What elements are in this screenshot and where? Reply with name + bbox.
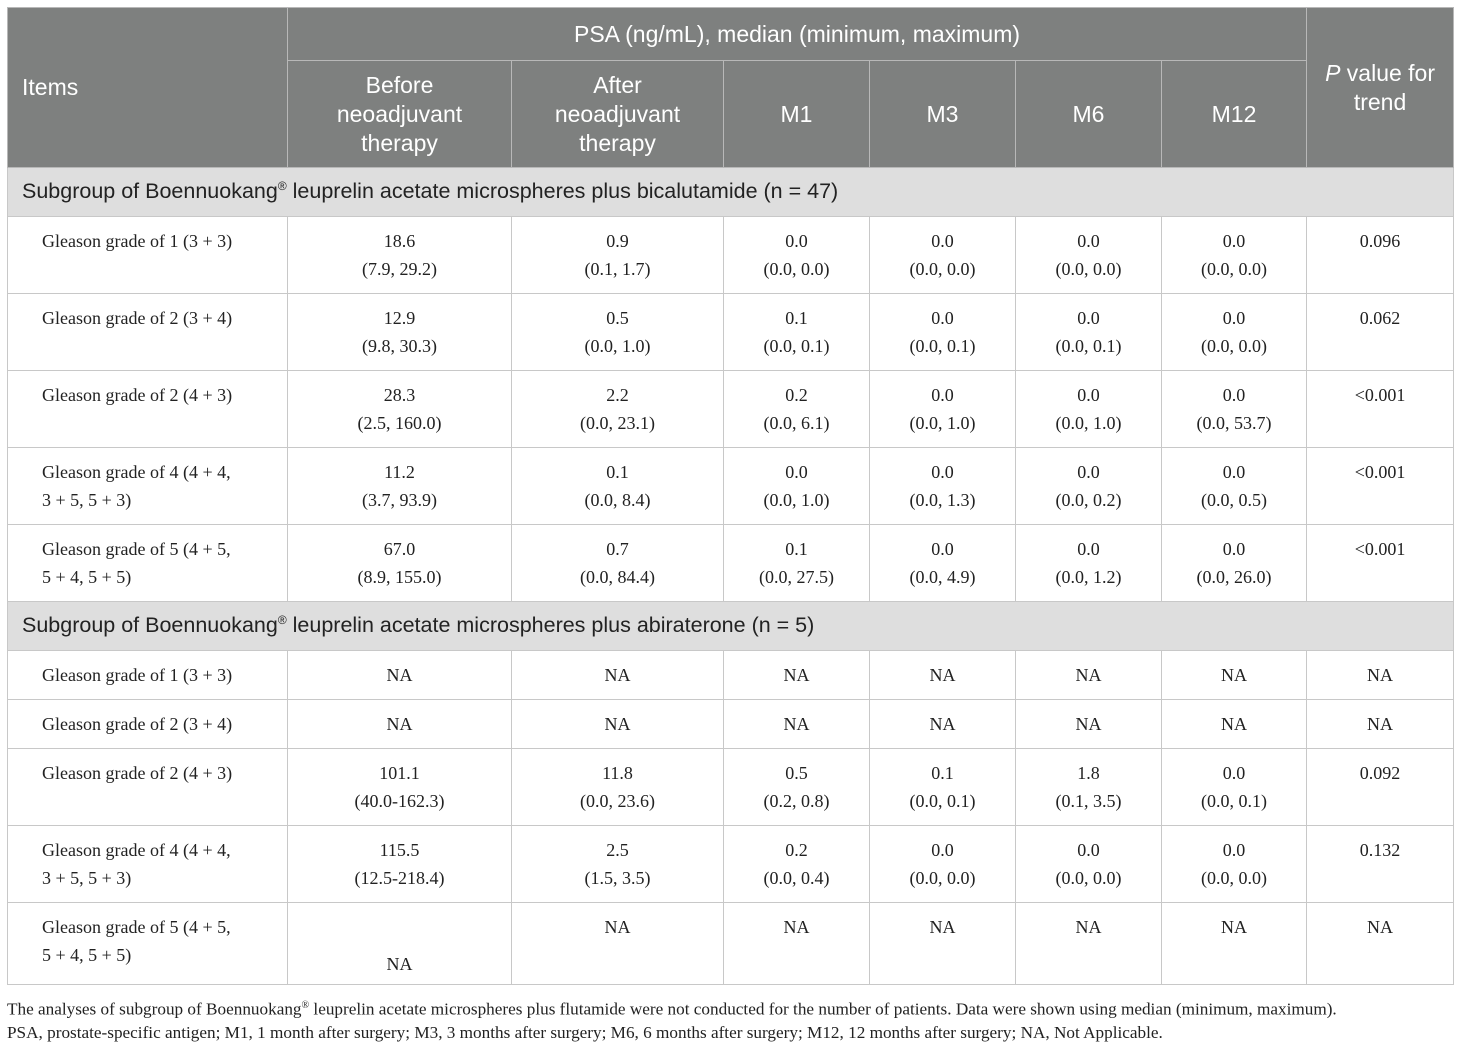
- cell-m6: [1016, 826, 1162, 903]
- median-value: NA: [783, 917, 810, 937]
- cell-p-value: 0.062: [1307, 294, 1454, 371]
- cell-m6: [1016, 448, 1162, 525]
- median-value: 0.0: [1077, 539, 1100, 559]
- median-value: 0.0: [931, 840, 954, 860]
- header-m6: M6: [1016, 61, 1162, 168]
- row-label: Gleason grade of 1 (3 + 3): [8, 651, 288, 700]
- table-row: [8, 525, 1454, 602]
- range-value: (0.0, 1.0): [763, 490, 830, 510]
- cell-p-value: NA: [1307, 700, 1454, 749]
- range-value: (0.0, 6.1): [763, 413, 830, 433]
- cell-m6: [1016, 525, 1162, 602]
- cell-m3: [870, 294, 1016, 371]
- range-value: (0.0, 0.0): [909, 259, 976, 279]
- cell-m12: [1162, 294, 1307, 371]
- cell-before-neoadjuvant: [288, 294, 512, 371]
- table-row: [8, 749, 1454, 826]
- median-value: NA: [604, 917, 631, 937]
- median-value: NA: [386, 954, 413, 974]
- cell-m3: [870, 700, 1016, 749]
- cell-p-value: 0.092: [1307, 749, 1454, 826]
- cell-m6: [1016, 217, 1162, 294]
- row-label: Gleason grade of 2 (3 + 4): [8, 700, 288, 749]
- table-row: [8, 826, 1454, 903]
- median-value: NA: [604, 714, 631, 734]
- median-value: 0.0: [931, 539, 954, 559]
- header-m1: M1: [724, 61, 870, 168]
- median-value: 0.0: [1222, 385, 1246, 405]
- median-value: 0.0: [1222, 462, 1246, 482]
- header-p-rest: value for trend: [1340, 59, 1436, 115]
- range-value: (0.0, 53.7): [1196, 413, 1272, 433]
- cell-m12: [1162, 903, 1307, 985]
- range-value: (0.0, 0.1): [763, 336, 830, 356]
- row-label: Gleason grade of 2 (4 + 3): [8, 371, 288, 448]
- row-label: Gleason grade of 5 (4 + 5, 5 + 4, 5 + 5): [8, 903, 288, 985]
- table-body: [8, 168, 1454, 985]
- range-value: (0.0, 1.0): [909, 413, 976, 433]
- table-header: [8, 8, 1454, 168]
- table-container: [7, 7, 1453, 1044]
- row-label: Gleason grade of 2 (3 + 4): [8, 294, 288, 371]
- range-value: (0.0, 0.0): [1055, 868, 1122, 888]
- cell-m12: [1162, 651, 1307, 700]
- header-m3: M3: [870, 61, 1016, 168]
- median-value: 2.5: [606, 840, 629, 860]
- header-p-value: [1307, 8, 1454, 168]
- range-value: (0.0, 1.0): [584, 336, 651, 356]
- table-row: [8, 651, 1454, 700]
- median-value: 28.3: [383, 385, 416, 405]
- range-value: (0.0, 1.0): [1055, 413, 1122, 433]
- median-value: 115.5: [379, 840, 420, 860]
- cell-after-neoadjuvant: [512, 294, 724, 371]
- cell-m3: [870, 525, 1016, 602]
- median-value: NA: [1075, 665, 1102, 685]
- median-value: 0.0: [1077, 840, 1100, 860]
- cell-m3: [870, 371, 1016, 448]
- range-value: (0.0, 4.9): [909, 567, 976, 587]
- median-value: 2.2: [606, 385, 629, 405]
- range-value: (0.0, 27.5): [759, 567, 834, 587]
- median-value: NA: [1221, 714, 1248, 734]
- cell-m1: [724, 700, 870, 749]
- median-value: NA: [783, 714, 810, 734]
- cell-m6: [1016, 749, 1162, 826]
- range-value: (0.0, 0.1): [1055, 336, 1122, 356]
- cell-m12: [1162, 826, 1307, 903]
- header-p-italic: P: [1325, 59, 1341, 86]
- cell-m6: [1016, 651, 1162, 700]
- cell-m3: [870, 217, 1016, 294]
- cell-m6: [1016, 371, 1162, 448]
- range-value: (0.0, 0.2): [1055, 490, 1122, 510]
- cell-m6: [1016, 903, 1162, 985]
- range-value: (7.9, 29.2): [362, 259, 437, 279]
- cell-m1: [724, 448, 870, 525]
- median-value: 0.0: [1222, 840, 1246, 860]
- subgroup-title: Subgroup of Boennuokang® leuprelin acetate microspheres plus bicalutamide (n = 47): [8, 168, 1454, 217]
- subgroup-title: Subgroup of Boennuokang® leuprelin acetate microspheres plus abiraterone (n = 5): [8, 602, 1454, 651]
- range-value: (0.0, 23.1): [580, 413, 655, 433]
- cell-m1: [724, 749, 870, 826]
- range-value: (0.0, 0.1): [909, 791, 976, 811]
- range-value: (8.9, 155.0): [357, 567, 442, 587]
- cell-m3: [870, 903, 1016, 985]
- cell-before-neoadjuvant: [288, 700, 512, 749]
- range-value: (0.0, 84.4): [580, 567, 655, 587]
- median-value: NA: [929, 917, 956, 937]
- cell-before-neoadjuvant: [288, 749, 512, 826]
- cell-m3: [870, 749, 1016, 826]
- cell-before-neoadjuvant: [288, 826, 512, 903]
- cell-after-neoadjuvant: [512, 826, 724, 903]
- median-value: NA: [929, 714, 956, 734]
- cell-after-neoadjuvant: [512, 700, 724, 749]
- median-value: 1.8: [1077, 763, 1100, 783]
- cell-p-value: NA: [1307, 651, 1454, 700]
- psa-table: [7, 7, 1454, 985]
- range-value: (0.0, 0.4): [763, 868, 830, 888]
- header-psa-group: PSA (ng/mL), median (minimum, maximum): [288, 8, 1307, 61]
- median-value: 0.0: [1077, 231, 1100, 251]
- cell-before-neoadjuvant: [288, 371, 512, 448]
- row-label: Gleason grade of 2 (4 + 3): [8, 749, 288, 826]
- table-row: [8, 371, 1454, 448]
- median-value: 0.0: [931, 462, 954, 482]
- table-footnote: [7, 994, 1453, 1044]
- range-value: (0.1, 3.5): [1055, 791, 1122, 811]
- cell-m3: [870, 448, 1016, 525]
- median-value: 0.1: [931, 763, 954, 783]
- cell-before-neoadjuvant: [288, 217, 512, 294]
- cell-p-value: <0.001: [1307, 525, 1454, 602]
- cell-after-neoadjuvant: [512, 651, 724, 700]
- median-value: 0.2: [785, 385, 808, 405]
- range-value: (1.5, 3.5): [584, 868, 651, 888]
- range-value: (3.7, 93.9): [362, 490, 437, 510]
- median-value: 0.0: [1222, 231, 1246, 251]
- range-value: (0.0, 0.0): [1055, 259, 1122, 279]
- cell-m12: [1162, 217, 1307, 294]
- cell-before-neoadjuvant: [288, 525, 512, 602]
- cell-m6: [1016, 700, 1162, 749]
- range-value: (0.0, 26.0): [1196, 567, 1272, 587]
- cell-m1: [724, 903, 870, 985]
- median-value: NA: [604, 665, 631, 685]
- range-value: (9.8, 30.3): [362, 336, 437, 356]
- cell-m3: [870, 651, 1016, 700]
- median-value: 0.0: [1222, 763, 1246, 783]
- median-value: 101.1: [379, 763, 420, 783]
- median-value: 0.0: [1077, 385, 1100, 405]
- header-after-neoadjuvant: After neoadjuvant therapy: [512, 61, 724, 168]
- cell-m12: [1162, 448, 1307, 525]
- cell-p-value: <0.001: [1307, 448, 1454, 525]
- footnote-line-1: The analyses of subgroup of Boennuokang® leuprelin acetate microspheres plus flutamide were not conducted for the number of patients. Data were shown using median (minimum, maximum).: [7, 999, 1337, 1019]
- median-value: NA: [783, 665, 810, 685]
- table-row: [8, 294, 1454, 371]
- cell-m12: [1162, 700, 1307, 749]
- cell-m12: [1162, 371, 1307, 448]
- cell-p-value: 0.096: [1307, 217, 1454, 294]
- range-value: (0.0, 0.0): [1201, 868, 1268, 888]
- cell-m12: [1162, 749, 1307, 826]
- range-value: (0.0, 8.4): [584, 490, 651, 510]
- cell-m1: [724, 217, 870, 294]
- row-label: Gleason grade of 5 (4 + 5, 5 + 4, 5 + 5): [8, 525, 288, 602]
- cell-m1: [724, 371, 870, 448]
- median-value: 0.0: [931, 231, 954, 251]
- range-value: (2.5, 160.0): [357, 413, 442, 433]
- median-value: 11.2: [384, 462, 415, 482]
- range-value: (0.0, 1.2): [1055, 567, 1122, 587]
- cell-after-neoadjuvant: [512, 217, 724, 294]
- range-value: (0.0, 1.3): [909, 490, 976, 510]
- row-label: Gleason grade of 4 (4 + 4, 3 + 5, 5 + 3): [8, 448, 288, 525]
- cell-after-neoadjuvant: [512, 525, 724, 602]
- cell-m6: [1016, 294, 1162, 371]
- header-items: Items: [8, 8, 288, 168]
- range-value: (0.0, 0.0): [909, 868, 976, 888]
- table-row: [8, 903, 1454, 985]
- cell-before-neoadjuvant: [288, 448, 512, 525]
- median-value: 0.5: [606, 308, 629, 328]
- cell-p-value: 0.132: [1307, 826, 1454, 903]
- median-value: NA: [929, 665, 956, 685]
- cell-p-value: NA: [1307, 903, 1454, 985]
- range-value: (40.0-162.3): [354, 791, 445, 811]
- median-value: 0.0: [785, 462, 808, 482]
- table-row: [8, 448, 1454, 525]
- cell-after-neoadjuvant: [512, 371, 724, 448]
- table-row: [8, 217, 1454, 294]
- range-value: (0.0, 0.0): [763, 259, 830, 279]
- cell-before-neoadjuvant: [288, 651, 512, 700]
- median-value: 0.0: [1077, 308, 1100, 328]
- median-value: 0.0: [1222, 308, 1246, 328]
- header-m12: M12: [1162, 61, 1307, 168]
- cell-m1: [724, 525, 870, 602]
- median-value: 0.0: [1222, 539, 1246, 559]
- median-value: NA: [386, 714, 413, 734]
- median-value: NA: [1221, 917, 1248, 937]
- median-value: NA: [1075, 917, 1102, 937]
- cell-m12: [1162, 525, 1307, 602]
- median-value: 0.0: [1077, 462, 1100, 482]
- cell-m1: [724, 651, 870, 700]
- range-value: (0.0, 0.0): [1201, 259, 1268, 279]
- footnote-line-2: PSA, prostate-specific antigen; M1, 1 month after surgery; M3, 3 months after surgery; M6, 6 months after surgery; M12, 12 months after surgery; NA, Not Applicable.: [7, 1022, 1163, 1042]
- cell-m1: [724, 826, 870, 903]
- subgroup-header-row: [8, 602, 1454, 651]
- median-value: 0.2: [785, 840, 808, 860]
- cell-after-neoadjuvant: [512, 903, 724, 985]
- range-value: (0.0, 0.1): [1201, 791, 1268, 811]
- range-value: (0.0, 23.6): [580, 791, 655, 811]
- range-value: (0.1, 1.7): [584, 259, 651, 279]
- median-value: 67.0: [383, 539, 416, 559]
- range-value: (0.2, 0.8): [763, 791, 830, 811]
- median-value: 11.8: [602, 763, 633, 783]
- median-value: 0.7: [606, 539, 629, 559]
- cell-m1: [724, 294, 870, 371]
- median-value: 0.1: [606, 462, 629, 482]
- median-value: 0.1: [785, 539, 808, 559]
- cell-before-neoadjuvant: [288, 903, 512, 985]
- range-value: (0.0, 0.1): [909, 336, 976, 356]
- cell-after-neoadjuvant: [512, 448, 724, 525]
- median-value: 0.0: [931, 385, 954, 405]
- range-value: (0.0, 0.0): [1201, 336, 1268, 356]
- median-value: 0.5: [785, 763, 808, 783]
- cell-m3: [870, 826, 1016, 903]
- median-value: NA: [1075, 714, 1102, 734]
- cell-p-value: <0.001: [1307, 371, 1454, 448]
- table-row: [8, 700, 1454, 749]
- range-value: (0.0, 0.5): [1201, 490, 1268, 510]
- median-value: 0.0: [931, 308, 954, 328]
- row-label: Gleason grade of 4 (4 + 4, 3 + 5, 5 + 3): [8, 826, 288, 903]
- subgroup-header-row: [8, 168, 1454, 217]
- median-value: 0.9: [606, 231, 629, 251]
- range-value: (12.5-218.4): [354, 868, 445, 888]
- cell-after-neoadjuvant: [512, 749, 724, 826]
- header-before-neoadjuvant: Before neoadjuvant therapy: [288, 61, 512, 168]
- median-value: 18.6: [383, 231, 416, 251]
- row-label: Gleason grade of 1 (3 + 3): [8, 217, 288, 294]
- median-value: 12.9: [383, 308, 416, 328]
- median-value: 0.0: [785, 231, 808, 251]
- median-value: 0.1: [785, 308, 808, 328]
- median-value: NA: [386, 665, 413, 685]
- median-value: NA: [1221, 665, 1248, 685]
